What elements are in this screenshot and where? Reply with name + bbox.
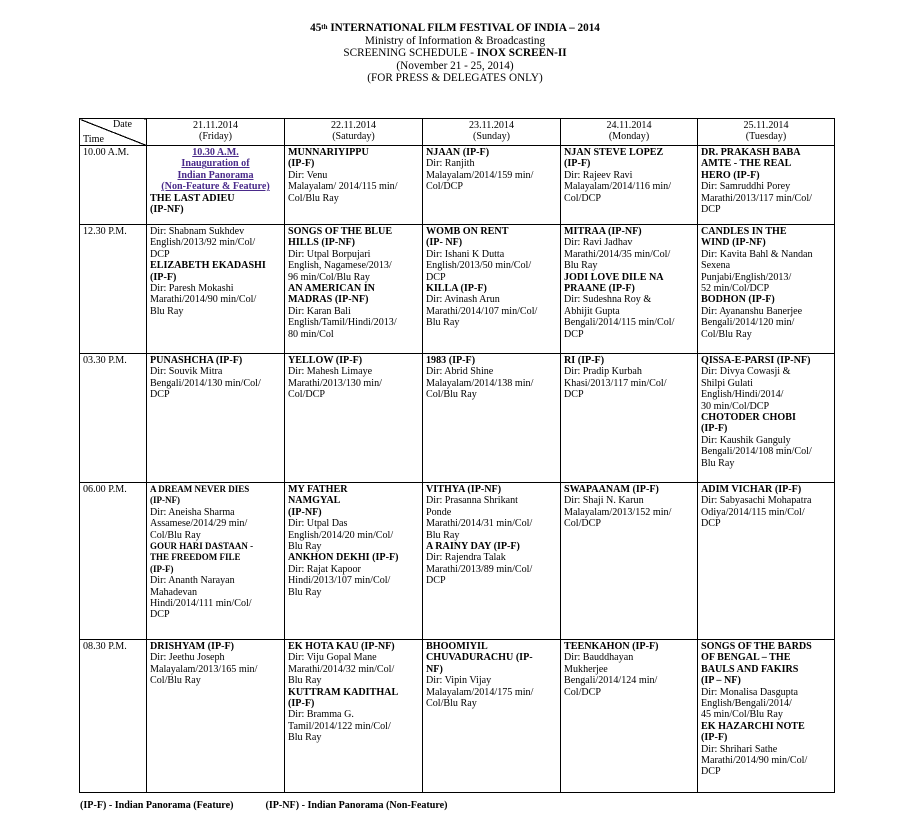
film-detail: Assamese/2014/29 min/ — [150, 518, 248, 530]
time-slot-cell: 06.00 P.M. — [80, 483, 147, 640]
film-title: 1983 (IP-F) — [426, 355, 476, 366]
film-detail: Dir: Karan Bali — [288, 305, 351, 317]
film-title-continued: (IP-F) — [150, 563, 174, 574]
film-title: MUNNARIYIPPU — [288, 147, 369, 158]
film-detail: Marathi/2014/31 min/Col/ — [426, 518, 533, 530]
film-detail: Dir: Souvik Mitra — [150, 366, 223, 378]
film-title: GOUR HARI DASTAAN - — [150, 541, 254, 552]
film-title: THE LAST ADIEU — [150, 192, 235, 204]
film-detail: Marathi/2014/90 min/Col/ — [150, 294, 257, 306]
film-title: ADIM VICHAR (IP-F) — [701, 484, 802, 495]
film-title: DR. PRAKASH BABA — [701, 147, 801, 158]
time-slot-cell: 03.30 P.M. — [80, 354, 147, 483]
screening-cell — [561, 146, 698, 225]
film-detail: Mahadevan — [150, 586, 198, 598]
corner-time-label: Time — [83, 133, 104, 145]
film-detail: Odiya/2014/115 min/Col/ — [701, 506, 805, 518]
film-title: BHOOMIYIL — [426, 641, 488, 652]
film-detail: Bengali/2014/120 min/ — [701, 317, 795, 329]
film-detail: Punjabi/English/2013/ — [701, 271, 792, 283]
film-title: KILLA (IP-F) — [426, 283, 487, 295]
film-detail: DCP — [564, 389, 584, 401]
festival-title: 45th INTERNATIONAL FILM FESTIVAL OF INDIA – 2014 — [310, 22, 600, 34]
film-title: VITHYA (IP-NF) — [426, 484, 502, 495]
film-title-continued: (IP-F) — [701, 423, 728, 435]
film-detail: 80 min/Col — [288, 328, 334, 340]
screening-cell — [423, 640, 561, 793]
day-header: 22.11.2014 (Saturday) — [285, 119, 423, 146]
film-title: SWAPAANAM (IP-F) — [564, 484, 659, 495]
film-title-continued: PRAANE (IP-F) — [564, 283, 635, 295]
film-title: NJAAN (IP-F) — [426, 147, 490, 158]
film-detail: Dir: Utpal Das — [288, 518, 348, 530]
screening-cell — [285, 225, 423, 354]
film-detail: Marathi/2013/89 min/Col/ — [426, 563, 533, 575]
film-detail: Blu Ray — [288, 732, 322, 744]
film-detail: Dir: Abrid Shine — [426, 366, 494, 378]
day-header: 25.11.2014 (Tuesday) — [698, 119, 835, 146]
header-row — [80, 119, 835, 146]
film-detail: English/Hindi/2014/ — [701, 389, 784, 401]
film-title-continued: AMTE - THE REAL — [701, 158, 792, 170]
time-slot-cell: 08.30 P.M. — [80, 640, 147, 793]
screening-cell — [147, 225, 285, 354]
film-title: CANDLES IN THE — [701, 226, 787, 237]
film-detail: Malayalam/ 2014/115 min/ — [288, 181, 398, 193]
film-detail: Bengali/2014/108 min/Col/ — [701, 446, 812, 458]
film-detail: Bengali/2014/115 min/Col/ — [564, 317, 675, 329]
film-detail: Dir: Ranjith — [426, 158, 475, 170]
screening-cell — [561, 640, 698, 793]
film-title: MITRAA (IP-NF) — [564, 226, 642, 237]
film-detail: Dir: Paresh Mokashi — [150, 283, 234, 295]
film-detail: Dir: Ananth Narayan — [150, 575, 235, 587]
film-detail: Dir: Sudeshna Roy & — [564, 294, 652, 306]
film-title: CHOTODER CHOBI — [701, 412, 796, 424]
date-time-corner-cell — [80, 119, 147, 146]
film-detail: Malayalam/2014/159 min/ — [426, 169, 534, 181]
screening-cell — [423, 146, 561, 225]
screening-cell — [423, 483, 561, 640]
screening-cell — [698, 483, 835, 640]
film-title-continued: THE FREEDOM FILE — [150, 552, 241, 563]
film-detail: Col/Blu Ray — [288, 192, 339, 204]
screening-cell — [561, 354, 698, 483]
legend-non-feature: (IP-NF) - Indian Panorama (Non-Feature) — [265, 800, 448, 811]
film-detail: English/2014/20 min/Col/ — [288, 529, 394, 541]
film-detail: Blu Ray — [426, 317, 460, 329]
day-header: 24.11.2014 (Monday) — [561, 119, 698, 146]
film-title: PUNASHCHA (IP-F) — [150, 355, 243, 366]
film-detail: Dir: Shabnam Sukhdev — [150, 226, 245, 237]
film-detail: DCP — [701, 518, 721, 530]
film-detail: Dir: Rajeev Ravi — [564, 169, 633, 181]
screening-cell — [147, 146, 285, 225]
film-detail: Dir: Ravi Jadhav — [564, 237, 633, 249]
film-title-continued: NAMGYAL — [288, 495, 341, 507]
festival-dates: (November 21 - 25, 2014) — [396, 59, 514, 72]
film-detail: Dir: Aneisha Sharma — [150, 506, 235, 518]
film-detail: 52 min/Col/DCP — [701, 283, 770, 295]
film-title-continued: (IP – NF) — [701, 675, 741, 687]
film-detail: Dir: Rajendra Talak — [426, 552, 506, 564]
film-title: A RAINY DAY (IP-F) — [426, 541, 520, 553]
film-detail: Dir: Kavita Bahl & Nandan — [701, 248, 813, 260]
screening-cell — [285, 146, 423, 225]
film-detail: Col/DCP — [564, 192, 602, 204]
screening-cell — [285, 483, 423, 640]
film-title: QISSA-E-PARSI (IP-NF) — [701, 355, 811, 366]
film-detail: Malayalam/2014/175 min/ — [426, 686, 534, 698]
film-title: WOMB ON RENT — [426, 226, 509, 237]
film-detail: 45 min/Col/Blu Ray — [701, 709, 783, 721]
film-title: ANKHON DEKHI (IP-F) — [288, 552, 399, 564]
film-title-continued: (IP-NF) — [288, 506, 322, 518]
film-title: EK HOTA KAU (IP-NF) — [288, 641, 395, 652]
film-detail: Dir: Ishani K Dutta — [426, 248, 505, 260]
film-detail: Dir: Avinash Arun — [426, 294, 500, 306]
film-detail: Malayalam/2013/165 min/ — [150, 663, 258, 675]
day-header: 23.11.2014 (Sunday) — [423, 119, 561, 146]
film-title: AN AMERICAN IN — [288, 283, 375, 295]
film-detail: Blu Ray — [426, 529, 460, 541]
film-title: RI (IP-F) — [564, 355, 605, 366]
film-detail: Dir: Vipin Vijay — [426, 675, 492, 687]
film-detail: Col/Blu Ray — [426, 698, 477, 710]
film-detail: 30 min/Col/DCP — [701, 400, 770, 412]
film-title-continued: OF BENGAL – THE — [701, 652, 791, 664]
day-header: 21.11.2014 (Friday) — [147, 119, 285, 146]
film-title: ELIZABETH EKADASHI — [150, 260, 266, 272]
screening-cell — [147, 640, 285, 793]
film-title-continued: CHUVADURACHU (IP- — [426, 652, 533, 664]
film-detail: DCP — [150, 248, 170, 260]
film-detail: Abhijit Gupta — [564, 305, 620, 317]
inauguration-note: 10.30 A.M. — [192, 147, 239, 158]
legend-feature: (IP-F) - Indian Panorama (Feature) — [80, 800, 234, 811]
film-detail: English/2013/92 min/Col/ — [150, 237, 256, 249]
film-detail: Khasi/2013/117 min/Col/ — [564, 377, 667, 389]
film-detail: Mukherjee — [564, 663, 608, 675]
screening-cell — [423, 354, 561, 483]
film-detail: Blu Ray — [288, 586, 322, 598]
screening-cell — [698, 640, 835, 793]
screening-cell — [561, 483, 698, 640]
film-title-continued: NF) — [426, 663, 443, 675]
film-detail: Col/DCP — [426, 181, 464, 193]
film-detail: Dir: Monalisa Dasgupta — [701, 686, 798, 698]
film-title-continued: MADRAS (IP-NF) — [288, 294, 369, 306]
film-detail: English/Tamil/Hindi/2013/ — [288, 317, 397, 329]
film-detail: Col/DCP — [564, 686, 602, 698]
film-detail: Dir: Sabyasachi Mohapatra — [701, 495, 812, 507]
schedule-row — [80, 225, 835, 354]
film-title-continued: (IP-F) — [288, 158, 315, 170]
film-title-continued: (IP- NF) — [426, 237, 463, 249]
film-detail: Malayalam/2013/152 min/ — [564, 506, 672, 518]
screening-cell — [698, 354, 835, 483]
film-detail: Col/Blu Ray — [701, 328, 752, 340]
time-slot-cell: 12.30 P.M. — [80, 225, 147, 354]
film-detail: Dir: Bramma G. — [288, 709, 354, 721]
film-detail: Dir: Shrihari Sathe — [701, 743, 778, 755]
film-title-continued: HILLS (IP-NF) — [288, 237, 356, 249]
film-detail: Bengali/2014/124 min/ — [564, 675, 658, 687]
film-detail: Blu Ray — [701, 457, 735, 469]
film-detail: Sexena — [701, 260, 731, 272]
film-title-continued: HERO (IP-F) — [701, 169, 760, 181]
film-detail: DCP — [701, 766, 721, 778]
ministry-line: Ministry of Information & Broadcasting — [364, 34, 546, 47]
film-title-continued: (IP-F) — [288, 698, 315, 710]
film-title-continued: (IP-F) — [564, 158, 591, 170]
film-detail: Dir: Samruddhi Porey — [701, 181, 791, 193]
screening-cell — [285, 640, 423, 793]
film-detail: English/Bengali/2014/ — [701, 698, 792, 710]
film-title: SONGS OF THE BARDS — [701, 641, 812, 652]
film-detail: Bengali/2014/130 min/Col/ — [150, 377, 261, 389]
film-detail: Dir: Utpal Borpujari — [288, 248, 371, 260]
film-detail: Blu Ray — [150, 305, 184, 317]
screening-schedule-table — [79, 118, 835, 793]
film-title: SONGS OF THE BLUE — [288, 226, 393, 237]
film-detail: Blu Ray — [288, 541, 322, 553]
film-detail: Marathi/2013/117 min/Col/ — [701, 192, 812, 204]
film-title-continued: (IP-NF) — [150, 495, 180, 506]
screening-cell — [698, 146, 835, 225]
film-detail: Malayalam/2014/138 min/ — [426, 377, 534, 389]
film-title-continued: (IP-F) — [150, 271, 177, 283]
film-title: EK HAZARCHI NOTE — [701, 720, 805, 732]
film-detail: Dir: Bauddhayan — [564, 652, 634, 664]
corner-date-label: Date — [112, 119, 132, 130]
screening-cell — [147, 354, 285, 483]
film-detail: Marathi/2014/32 min/Col/ — [288, 663, 395, 675]
film-detail: DCP — [564, 328, 584, 340]
film-detail: Col/Blu Ray — [150, 675, 201, 687]
film-detail: DCP — [426, 271, 446, 283]
film-title-continued: BAULS AND FAKIRS — [701, 663, 799, 675]
audience-note: (FOR PRESS & DELEGATES ONLY) — [367, 72, 543, 85]
film-title-continued: (IP-NF) — [150, 204, 184, 216]
film-title: DRISHYAM (IP-F) — [150, 641, 235, 652]
film-detail: English/2013/50 min/Col/ — [426, 260, 532, 272]
film-detail: Dir: Rajat Kapoor — [288, 563, 361, 575]
film-detail: Dir: Prasanna Shrikant — [426, 495, 518, 507]
document-header — [0, 22, 910, 85]
film-detail: Blu Ray — [564, 260, 598, 272]
film-detail: Col/DCP — [564, 518, 602, 530]
film-detail: Dir: Jeethu Joseph — [150, 652, 225, 664]
film-detail: Malayalam/2014/116 min/ — [564, 181, 671, 193]
schedule-row — [80, 146, 835, 225]
film-detail: 96 min/Col/Blu Ray — [288, 271, 370, 283]
screening-cell — [561, 225, 698, 354]
screening-cell — [285, 354, 423, 483]
film-detail: Shilpi Gulati — [701, 377, 753, 389]
screening-cell — [698, 225, 835, 354]
film-detail: DCP — [426, 575, 446, 587]
film-title: TEENKAHON (IP-F) — [564, 641, 659, 652]
film-title: JODI LOVE DILE NA — [564, 271, 664, 283]
inauguration-note: (Non-Feature & Feature) — [161, 181, 270, 193]
film-title-continued: WIND (IP-NF) — [701, 237, 766, 249]
film-detail: Marathi/2014/90 min/Col/ — [701, 755, 808, 767]
film-title-continued: (IP-F) — [701, 732, 728, 744]
film-title: A DREAM NEVER DIES — [150, 484, 250, 494]
screening-cell — [423, 225, 561, 354]
film-detail: Dir: Divya Cowasji & — [701, 366, 791, 378]
schedule-row — [80, 354, 835, 483]
film-detail: Col/Blu Ray — [426, 389, 477, 401]
schedule-row — [80, 483, 835, 640]
film-detail: Col/Blu Ray — [150, 529, 201, 541]
film-detail: Marathi/2014/35 min/Col/ — [564, 248, 671, 260]
legend-footer — [80, 800, 448, 811]
film-title: BODHON (IP-F) — [701, 294, 775, 306]
film-detail: Blu Ray — [288, 675, 322, 687]
film-detail: Marathi/2014/107 min/Col/ — [426, 305, 538, 317]
film-detail: Col/DCP — [288, 389, 326, 401]
inauguration-note: Indian Panorama — [177, 169, 254, 181]
film-detail: Marathi/2013/130 min/ — [288, 377, 382, 389]
inauguration-note: Inauguration of — [181, 158, 250, 170]
schedule-title: SCREENING SCHEDULE - INOX SCREEN-II — [343, 47, 567, 60]
film-detail: Dir: Shaji N. Karun — [564, 495, 644, 507]
schedule-row — [80, 640, 835, 793]
film-title: YELLOW (IP-F) — [288, 355, 363, 366]
film-detail: Hindi/2013/107 min/Col/ — [288, 575, 391, 587]
film-detail: Dir: Ayananshu Banerjee — [701, 305, 803, 317]
film-detail: Dir: Pradip Kurbah — [564, 366, 642, 378]
screening-cell — [147, 483, 285, 640]
film-title: KUTTRAM KADITHAL — [288, 686, 399, 698]
film-detail: DCP — [701, 204, 721, 216]
film-detail: Hindi/2014/111 min/Col/ — [150, 598, 252, 610]
film-detail: Dir: Venu — [288, 169, 328, 181]
film-detail: Tamil/2014/122 min/Col/ — [288, 720, 391, 732]
film-detail: Ponde — [426, 506, 452, 518]
film-title: NJAN STEVE LOPEZ — [564, 147, 664, 158]
film-title: MY FATHER — [288, 484, 348, 495]
film-detail: Dir: Viju Gopal Mane — [288, 652, 377, 664]
film-detail: Dir: Kaushik Ganguly — [701, 434, 791, 446]
film-detail: Dir: Mahesh Limaye — [288, 366, 373, 378]
film-detail: DCP — [150, 389, 170, 401]
time-slot-cell: 10.00 A.M. — [80, 146, 147, 225]
film-detail: DCP — [150, 609, 170, 621]
film-detail: English, Nagamese/2013/ — [288, 260, 392, 272]
